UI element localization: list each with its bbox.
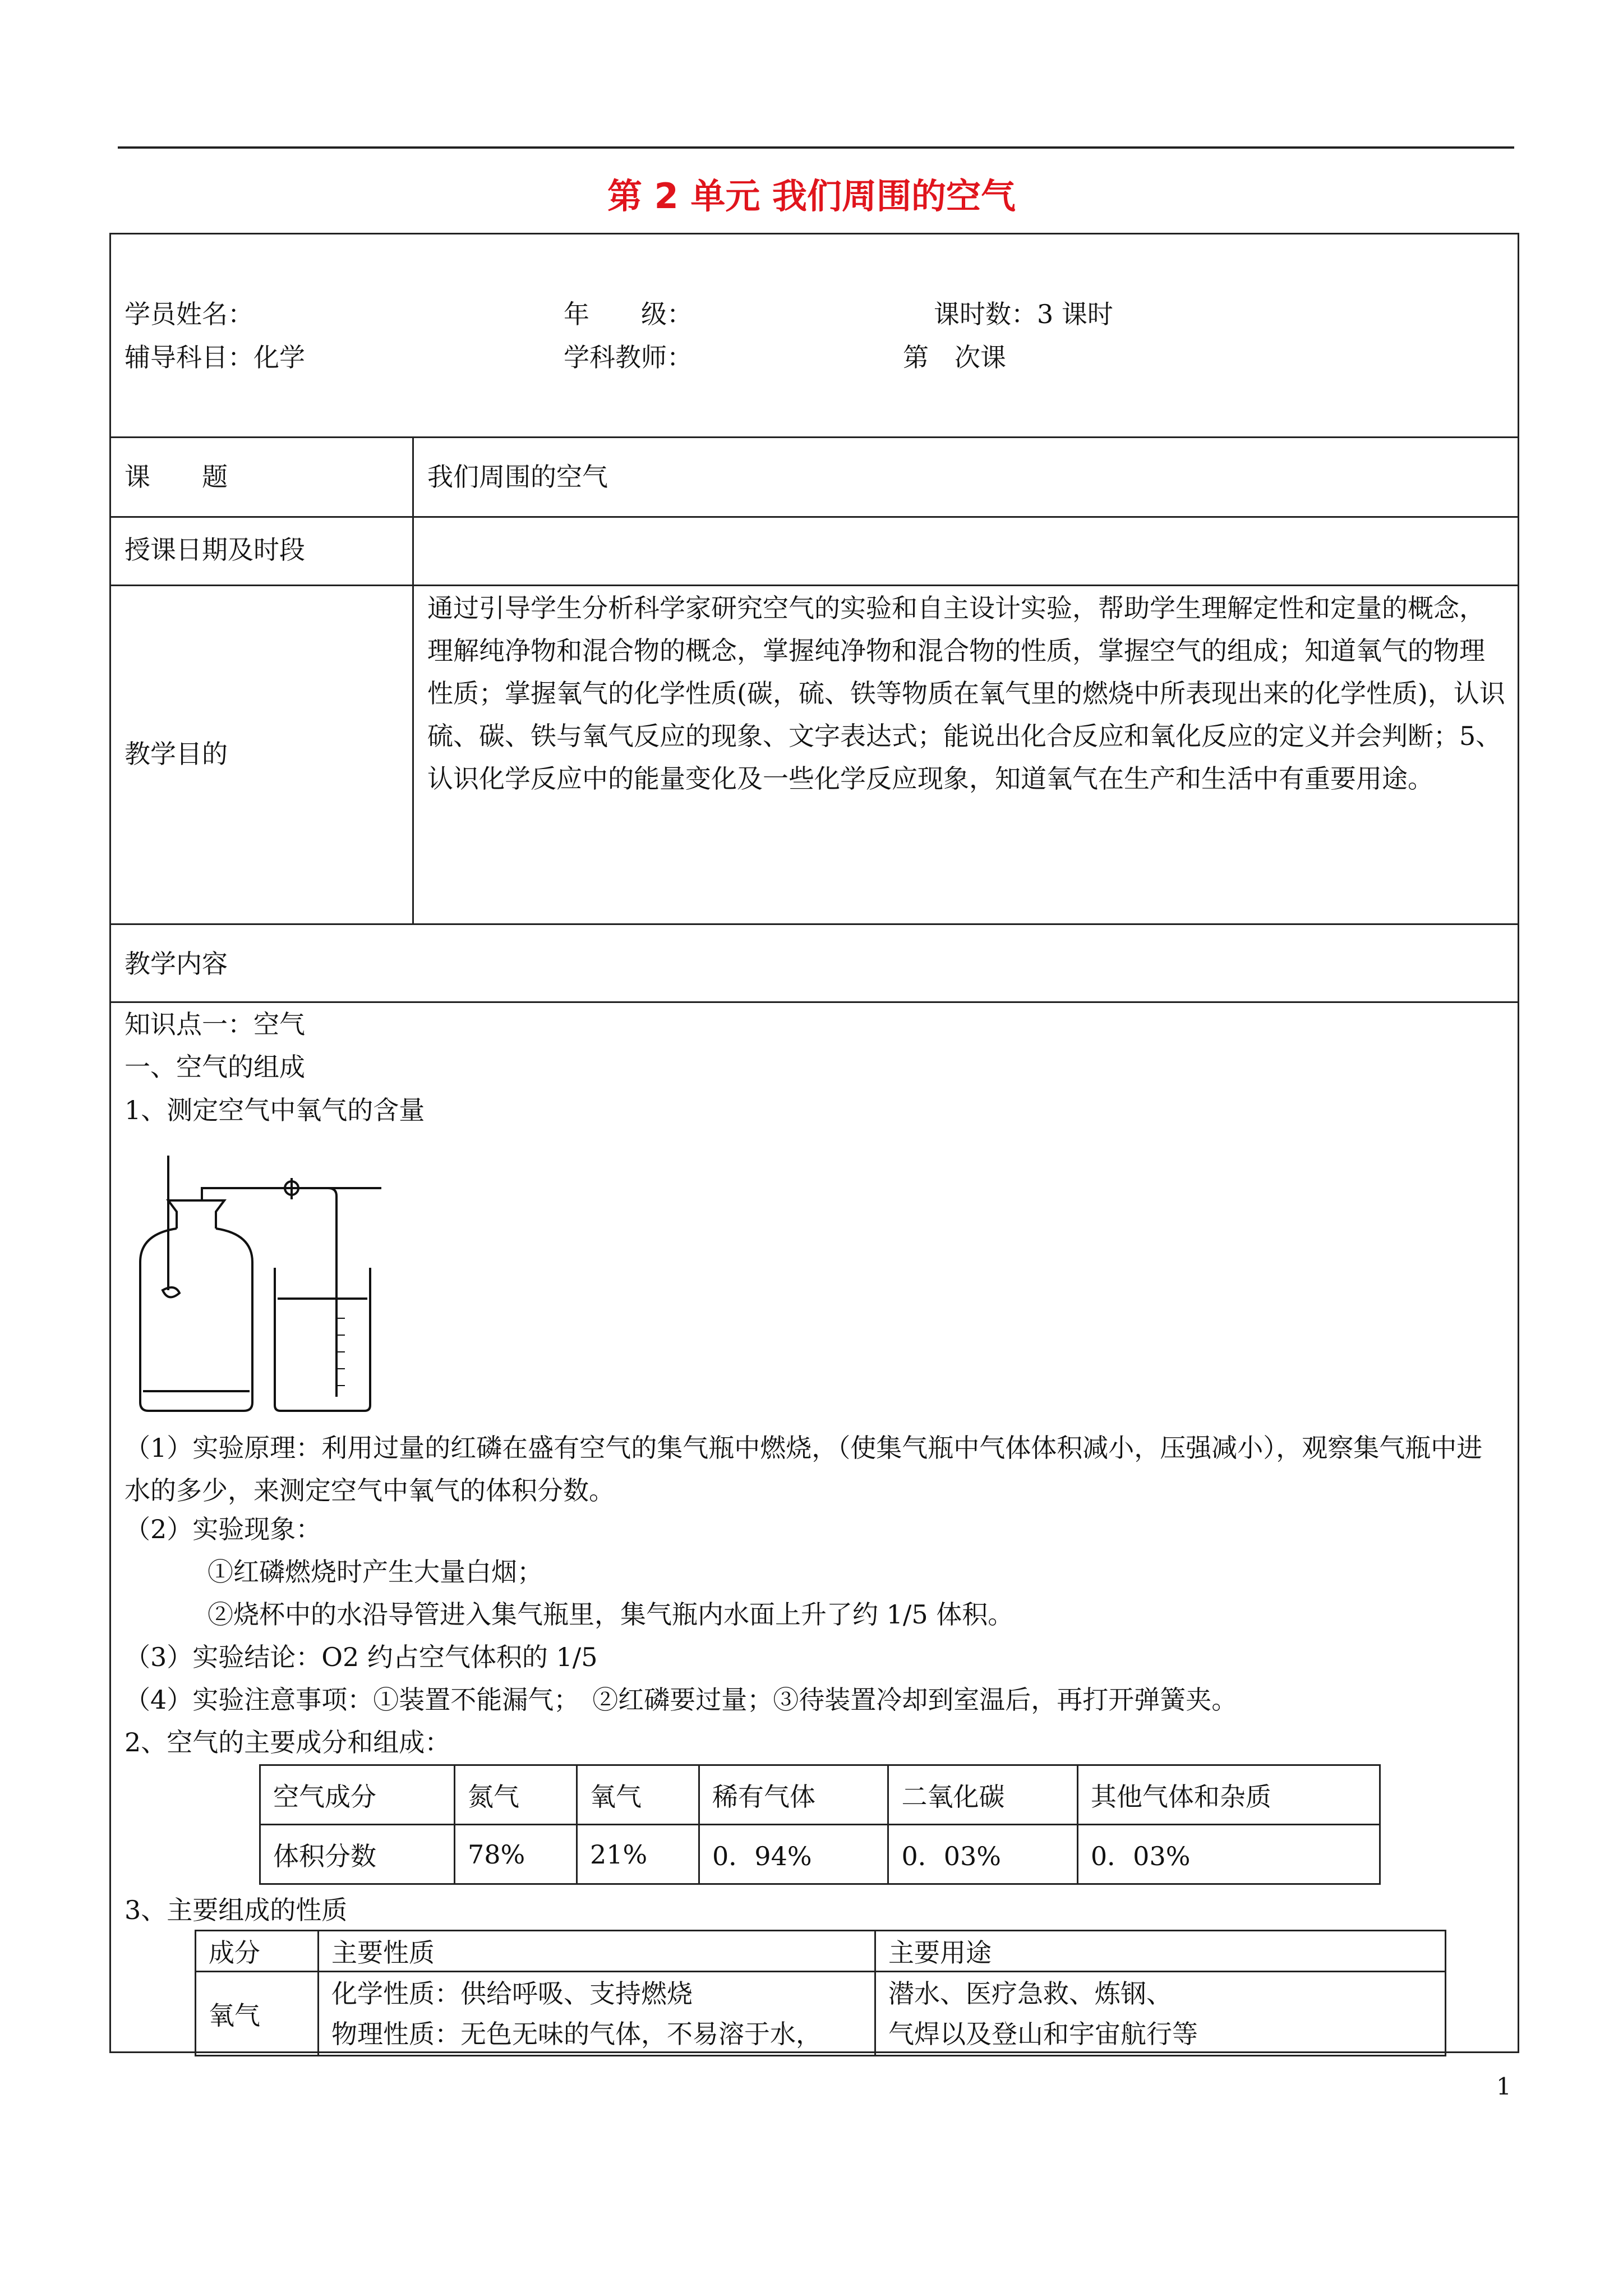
table-row <box>196 1972 1446 2056</box>
properties-table <box>195 1930 1446 2056</box>
physical-property: 物理性质：无色无味的气体，不易溶于水， <box>331 2018 822 2049</box>
column-divider <box>412 436 414 923</box>
content-label: 教学内容 <box>125 949 228 979</box>
topic-label: 课 题 <box>125 462 228 492</box>
table-cell: 其他气体和杂质 <box>1077 1765 1380 1825</box>
table-cell: 主要用途 <box>875 1931 1446 1972</box>
chemical-property: 化学性质：供给呼吸、支持燃烧 <box>331 1978 693 2009</box>
experiment-notes: （4）实验注意事项：①装置不能漏气； ②红磷要过量；③待装置冷却到室温后，再打开弹簧夹。 <box>125 1685 1238 1715</box>
divider <box>109 923 1519 925</box>
table-cell: 氮气 <box>455 1765 577 1825</box>
table-cell: 78% <box>455 1825 577 1884</box>
phenomena-label: （2）实验现象： <box>125 1514 322 1544</box>
page-title: 第 2 单元 我们周围的空气 <box>607 176 1016 217</box>
teacher-label: 学科教师： <box>564 342 693 372</box>
gas-collecting-bottle <box>140 1228 252 1411</box>
subsection-heading: 3、主要组成的性质 <box>125 1895 348 1925</box>
table-cell: 空气成分 <box>260 1765 455 1825</box>
table-cell: 氧气 <box>196 1972 319 2056</box>
phenomenon-2: ②烧杯中的水沿导管进入集气瓶里，集气瓶内水面上升了约 1/5 体积。 <box>208 1599 1014 1630</box>
page-number: 1 <box>1496 2073 1511 2100</box>
subsection-heading: 2、空气的主要成分和组成： <box>125 1727 451 1757</box>
topic-value: 我们周围的空气 <box>427 462 608 492</box>
table-cell <box>319 1972 875 2056</box>
table-cell: 成分 <box>196 1931 319 1972</box>
oxygen-use: 气焊以及登山和宇宙航行等 <box>888 2018 1198 2049</box>
section-heading: 一、空气的组成 <box>125 1052 305 1082</box>
delivery-tube <box>319 1188 336 1397</box>
table-row <box>260 1825 1380 1884</box>
experiment-conclusion: （3）实验结论：O2 约占空气体积的 1/5 <box>125 1642 598 1672</box>
hours-label: 课时数：3 课时 <box>934 299 1113 329</box>
header-rule <box>118 146 1514 149</box>
experiment-principle: （1）实验原理：利用过量的红磷在盛有空气的集气瓶中燃烧，（使集气瓶中气体体积减小，压强减小），观察集气瓶中进水的多少，来测定空气中氧气的体积分数。 <box>125 1433 1483 1506</box>
divider <box>109 585 1519 586</box>
table-row <box>196 1931 1446 1972</box>
table-cell: 氧气 <box>577 1765 699 1825</box>
table-cell: 21% <box>577 1825 699 1884</box>
apparatus-diagram <box>123 1156 381 1414</box>
knowledge-point-title: 知识点一：空气 <box>125 1009 305 1039</box>
subsection-heading: 1、测定空气中氧气的含量 <box>125 1095 425 1125</box>
table-cell: 二氧化碳 <box>888 1765 1077 1825</box>
student-name-label: 学员姓名： <box>125 299 253 329</box>
divider <box>109 1001 1519 1003</box>
air-composition-table <box>259 1764 1381 1885</box>
bottle-stopper <box>168 1200 224 1228</box>
phenomenon-1: ①红磷燃烧时产生大量白烟； <box>208 1557 543 1587</box>
beaker <box>275 1268 370 1411</box>
table-cell: 0．03% <box>888 1825 1077 1884</box>
subject-label: 辅导科目：化学 <box>125 342 305 372</box>
table-cell: 稀有气体 <box>699 1765 888 1825</box>
table-cell: 0．94% <box>699 1825 888 1884</box>
table-cell: 主要性质 <box>319 1931 875 1972</box>
table-cell: 0．03% <box>1077 1825 1380 1884</box>
divider <box>109 516 1519 518</box>
divider <box>109 436 1519 438</box>
combustion-spoon <box>163 1287 179 1297</box>
goals-label: 教学目的 <box>125 739 228 769</box>
table-cell <box>875 1972 1446 2056</box>
goals-text: 通过引导学生分析科学家研究空气的实验和自主设计实验，帮助学生理解定性和定量的概念，理解纯净物和混合物的概念，掌握纯净物和混合物的性质，掌握空气的组成；知道氧气的物理性质；掌握氧气的化学性质(碳，硫、铁等物质在氧气里的燃烧中所表现出来的化学性质)，认识硫、碳、铁与氧气反应的现象、文字表达式；能说出化合反应和氧化反应的定义并会判断；5、认识化学反应中的能量变化及一些化学反应现象，知道氧气在生产和生活中有重要用途。 <box>427 593 1505 794</box>
table-cell: 体积分数 <box>260 1825 455 1884</box>
oxygen-use: 潜水、医疗急救、炼钢、 <box>888 1978 1172 2009</box>
grade-label: 年 级： <box>564 299 693 329</box>
date-label: 授课日期及时段 <box>125 535 305 565</box>
table-row <box>260 1765 1380 1825</box>
lesson-count-label: 第 次课 <box>903 342 1006 372</box>
